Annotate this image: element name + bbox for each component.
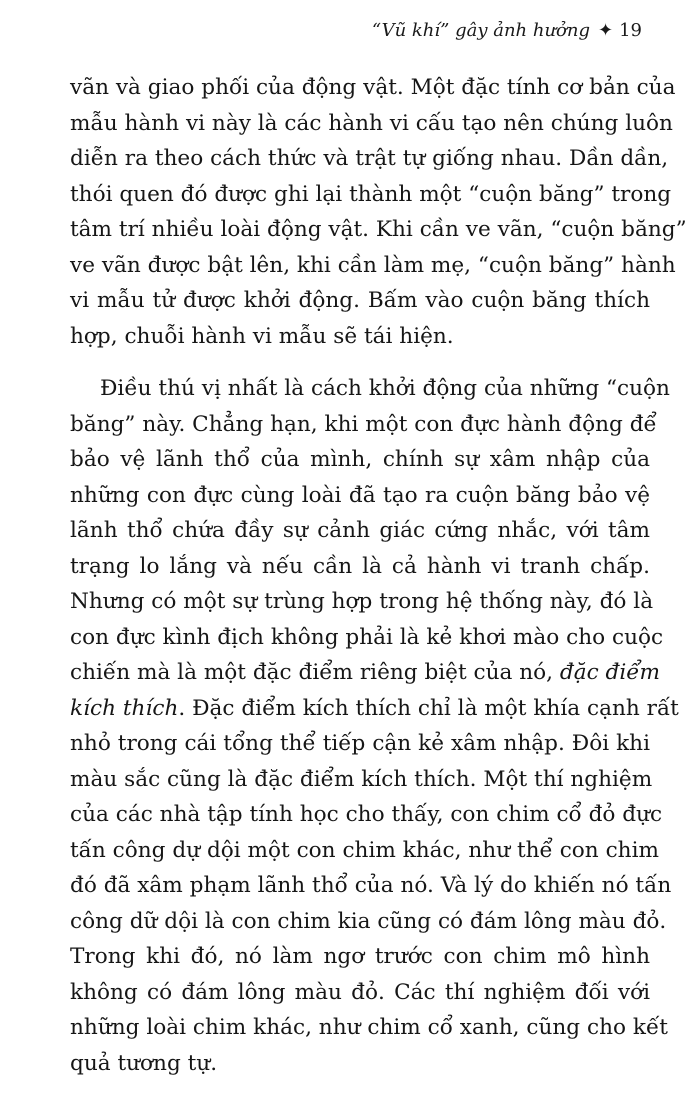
body-text — [70, 70, 687, 1081]
text-line: những con đực cùng loài đã tạo ra cuộn băng bảo vệ — [70, 482, 650, 508]
italic-term: kích thích — [70, 695, 179, 721]
running-title: “Vũ khí” gây ảnh hưởng — [371, 20, 590, 41]
text-line: quả tương tự. — [70, 1050, 218, 1076]
italic-term: đặc điểm — [559, 660, 661, 685]
text-line: nhỏ trong cái tổng thể tiếp cận kẻ xâm nhập. Đôi khi — [70, 731, 650, 756]
text-line: Nhưng có một sự trùng hợp trong hệ thống này, đó là — [70, 589, 654, 614]
text-line: vi mẫu tử được khởi động. Bấm vào cuộn băng thích — [70, 288, 650, 313]
text-line: thói quen đó được ghi lại thành một “cuộn băng” trong — [70, 181, 672, 207]
text-line: màu sắc cũng là đặc điểm kích thích. Một thí nghiệm — [70, 766, 653, 792]
text-line: băng” này. Chẳng hạn, khi một con đực hành động để — [70, 411, 657, 437]
star-ornament-icon: ✦ — [598, 20, 614, 41]
text-line: Trong khi đó, nó làm ngơ trước con chim mô hình — [70, 944, 650, 969]
text-line: tấn công dự dội một con chim khác, như thể con chim — [70, 837, 659, 863]
text-line: ve vãn được bật lên, khi cần làm mẹ, “cuộn băng” hành — [70, 252, 676, 278]
text-segment: . Đặc điểm kích thích chỉ là một khía cạnh rất — [178, 695, 679, 721]
text-line: những loài chim khác, như chim cổ xanh, cũng cho kết — [70, 1015, 668, 1040]
text-line: không có đám lông màu đỏ. Các thí nghiệm đối với — [70, 979, 650, 1005]
text-line: công dữ dội là con chim kia cũng có đám lông màu đỏ. — [70, 908, 667, 934]
text-line-with-italic — [70, 655, 661, 691]
text-line: Điều thú vị nhất là cách khởi động của những “cuộn — [100, 376, 670, 401]
text-line: tâm trí nhiều loài động vật. Khi cần ve vãn, “cuộn băng” — [70, 217, 687, 242]
paragraph-1 — [70, 70, 687, 354]
running-header — [372, 20, 642, 41]
text-segment: chiến mà là một đặc điểm riêng biệt của nó, — [70, 660, 554, 685]
text-line: trạng lo lắng và nếu cần là cả hành vi tranh chấp. — [70, 553, 650, 579]
text-line: lãnh thổ chứa đầy sự cảnh giác cứng nhắc, với tâm — [70, 518, 650, 543]
text-line: vãn và giao phối của động vật. Một đặc tính cơ bản của — [70, 75, 676, 100]
text-line: bảo vệ lãnh thổ của mình, chính sự xâm nhập của — [70, 447, 650, 472]
text-line: con đực kình địch không phải là kẻ khơi mào cho cuộc — [70, 624, 664, 650]
text-line: diễn ra theo cách thức và trật tự giống nhau. Dần dần, — [70, 146, 669, 171]
text-line: của các nhà tập tính học cho thấy, con chim cổ đỏ đực — [70, 802, 663, 827]
text-line: đó đã xâm phạm lãnh thổ của nó. Và lý do khiến nó tấn — [70, 873, 672, 898]
text-line: mẫu hành vi này là các hành vi cấu tạo nên chúng luôn — [70, 110, 673, 136]
text-line-with-italic — [70, 691, 679, 727]
page-number: 19 — [619, 20, 642, 41]
paragraph-2 — [70, 371, 679, 1081]
text-line: hợp, chuỗi hành vi mẫu sẽ tái hiện. — [70, 323, 454, 349]
